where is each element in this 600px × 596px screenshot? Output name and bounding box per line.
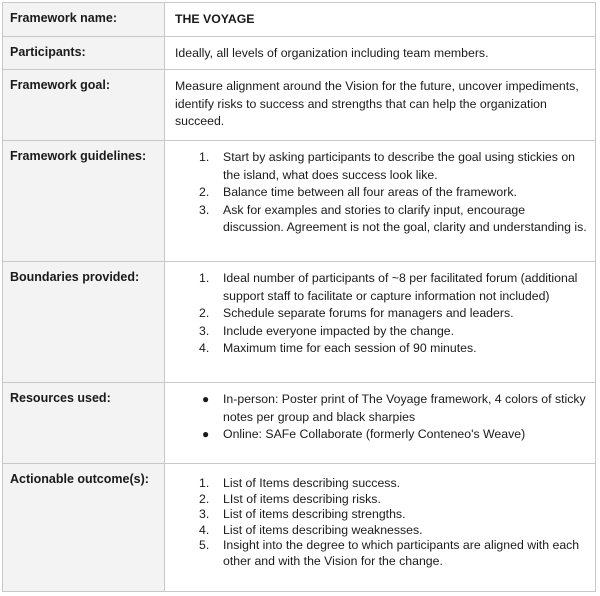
label-cell (3, 70, 165, 140)
row-resources-used (3, 383, 595, 464)
list-item (165, 492, 589, 508)
list-item (165, 523, 589, 539)
guidelines-list (165, 149, 589, 237)
list-item-text: Start by asking participants to describe the goal using stickies on the island, what does success look like. (223, 150, 576, 182)
list-item-text: Online: SAFe Collaborate (formerly Conteneo's Weave) (223, 427, 526, 441)
value-cell (165, 3, 595, 36)
list-item-text: Insight into the degree to which participants are aligned with each other and with the Vision for the change. (223, 538, 580, 568)
list-item (165, 340, 589, 358)
framework-name-value: THE VOYAGE (175, 12, 255, 26)
resources-list (165, 391, 589, 444)
list-number: 2. (199, 306, 210, 320)
list-item (165, 184, 589, 202)
label-cell (3, 141, 165, 261)
list-item (165, 391, 589, 426)
list-item (165, 507, 589, 523)
list-item-text: Balance time between all four areas of the framework. (223, 185, 517, 199)
list-number: 4. (199, 522, 210, 537)
list-item-text: LIst of items describing risks. (223, 491, 381, 506)
row-label: Boundaries provided: (10, 270, 140, 284)
label-cell (3, 383, 165, 463)
list-item (165, 270, 589, 305)
list-item-text: Include everyone impacted by the change. (223, 323, 455, 338)
label-cell (3, 262, 165, 382)
list-item (165, 202, 589, 237)
list-number: 3. (199, 202, 210, 217)
list-number: 1. (199, 150, 210, 164)
list-item (165, 305, 589, 323)
row-label: Actionable outcome(s): (10, 472, 149, 486)
value-cell (165, 383, 595, 463)
outcomes-list (165, 476, 589, 569)
row-label: Framework goal: (10, 78, 111, 92)
row-framework-goal (3, 70, 595, 141)
list-item-text: List of Items describing success. (223, 476, 401, 490)
list-item-text: List of items describing strengths. (223, 507, 406, 521)
list-item (165, 426, 589, 444)
label-cell (3, 464, 165, 591)
list-item-text: In-person: Poster print of The Voyage framework, 4 colors of sticky notes per group and black sharpies (223, 392, 586, 424)
list-item-text: Schedule separate forums for managers and leaders. (223, 306, 514, 320)
list-item (165, 538, 589, 569)
value-cell (165, 262, 595, 382)
framework-goal-value: Measure alignment around the Vision for the future, uncover impediments, identify risks to success and strengths that can help the organization succeed. (175, 79, 579, 128)
list-number: 4. (199, 341, 210, 355)
list-number: 2. (199, 491, 210, 506)
list-number: 1. (199, 476, 210, 490)
list-number: 5. (199, 538, 210, 552)
label-cell (3, 3, 165, 36)
value-cell (165, 141, 595, 261)
row-label: Framework guidelines: (10, 149, 147, 163)
row-label: Framework name: (10, 11, 117, 25)
framework-table (2, 2, 596, 592)
list-number: 3. (199, 507, 210, 521)
value-cell (165, 464, 595, 591)
row-label: Resources used: (10, 391, 111, 405)
list-item-text: Maximum time for each session of 90 minutes. (223, 341, 477, 355)
boundaries-list (165, 270, 589, 358)
label-cell (3, 37, 165, 69)
list-item (165, 149, 589, 184)
value-cell (165, 70, 595, 140)
row-framework-guidelines (3, 141, 595, 262)
list-item-text: Ideal number of participants of ~8 per facilitated forum (additional support staff to facilitate or capture information not included) (223, 271, 578, 303)
row-label: Participants: (10, 45, 86, 59)
list-item (165, 476, 589, 492)
list-item (165, 323, 589, 341)
list-number: 2. (199, 185, 210, 199)
participants-value: Ideally, all levels of organization including team members. (175, 46, 489, 60)
list-number: 3. (199, 323, 210, 338)
row-participants (3, 37, 595, 70)
bullet-icon: ● (202, 392, 210, 406)
list-number: 1. (199, 271, 210, 285)
value-cell (165, 37, 595, 69)
row-framework-name (3, 3, 595, 37)
list-item-text: Ask for examples and stories to clarify input, encourage discussion. Agreement is not the goal, clarity and understanding is. (223, 202, 587, 234)
list-item-text: List of items describing weaknesses. (223, 522, 423, 537)
row-actionable-outcomes (3, 464, 595, 591)
bullet-icon: ● (202, 427, 210, 441)
row-boundaries-provided (3, 262, 595, 383)
